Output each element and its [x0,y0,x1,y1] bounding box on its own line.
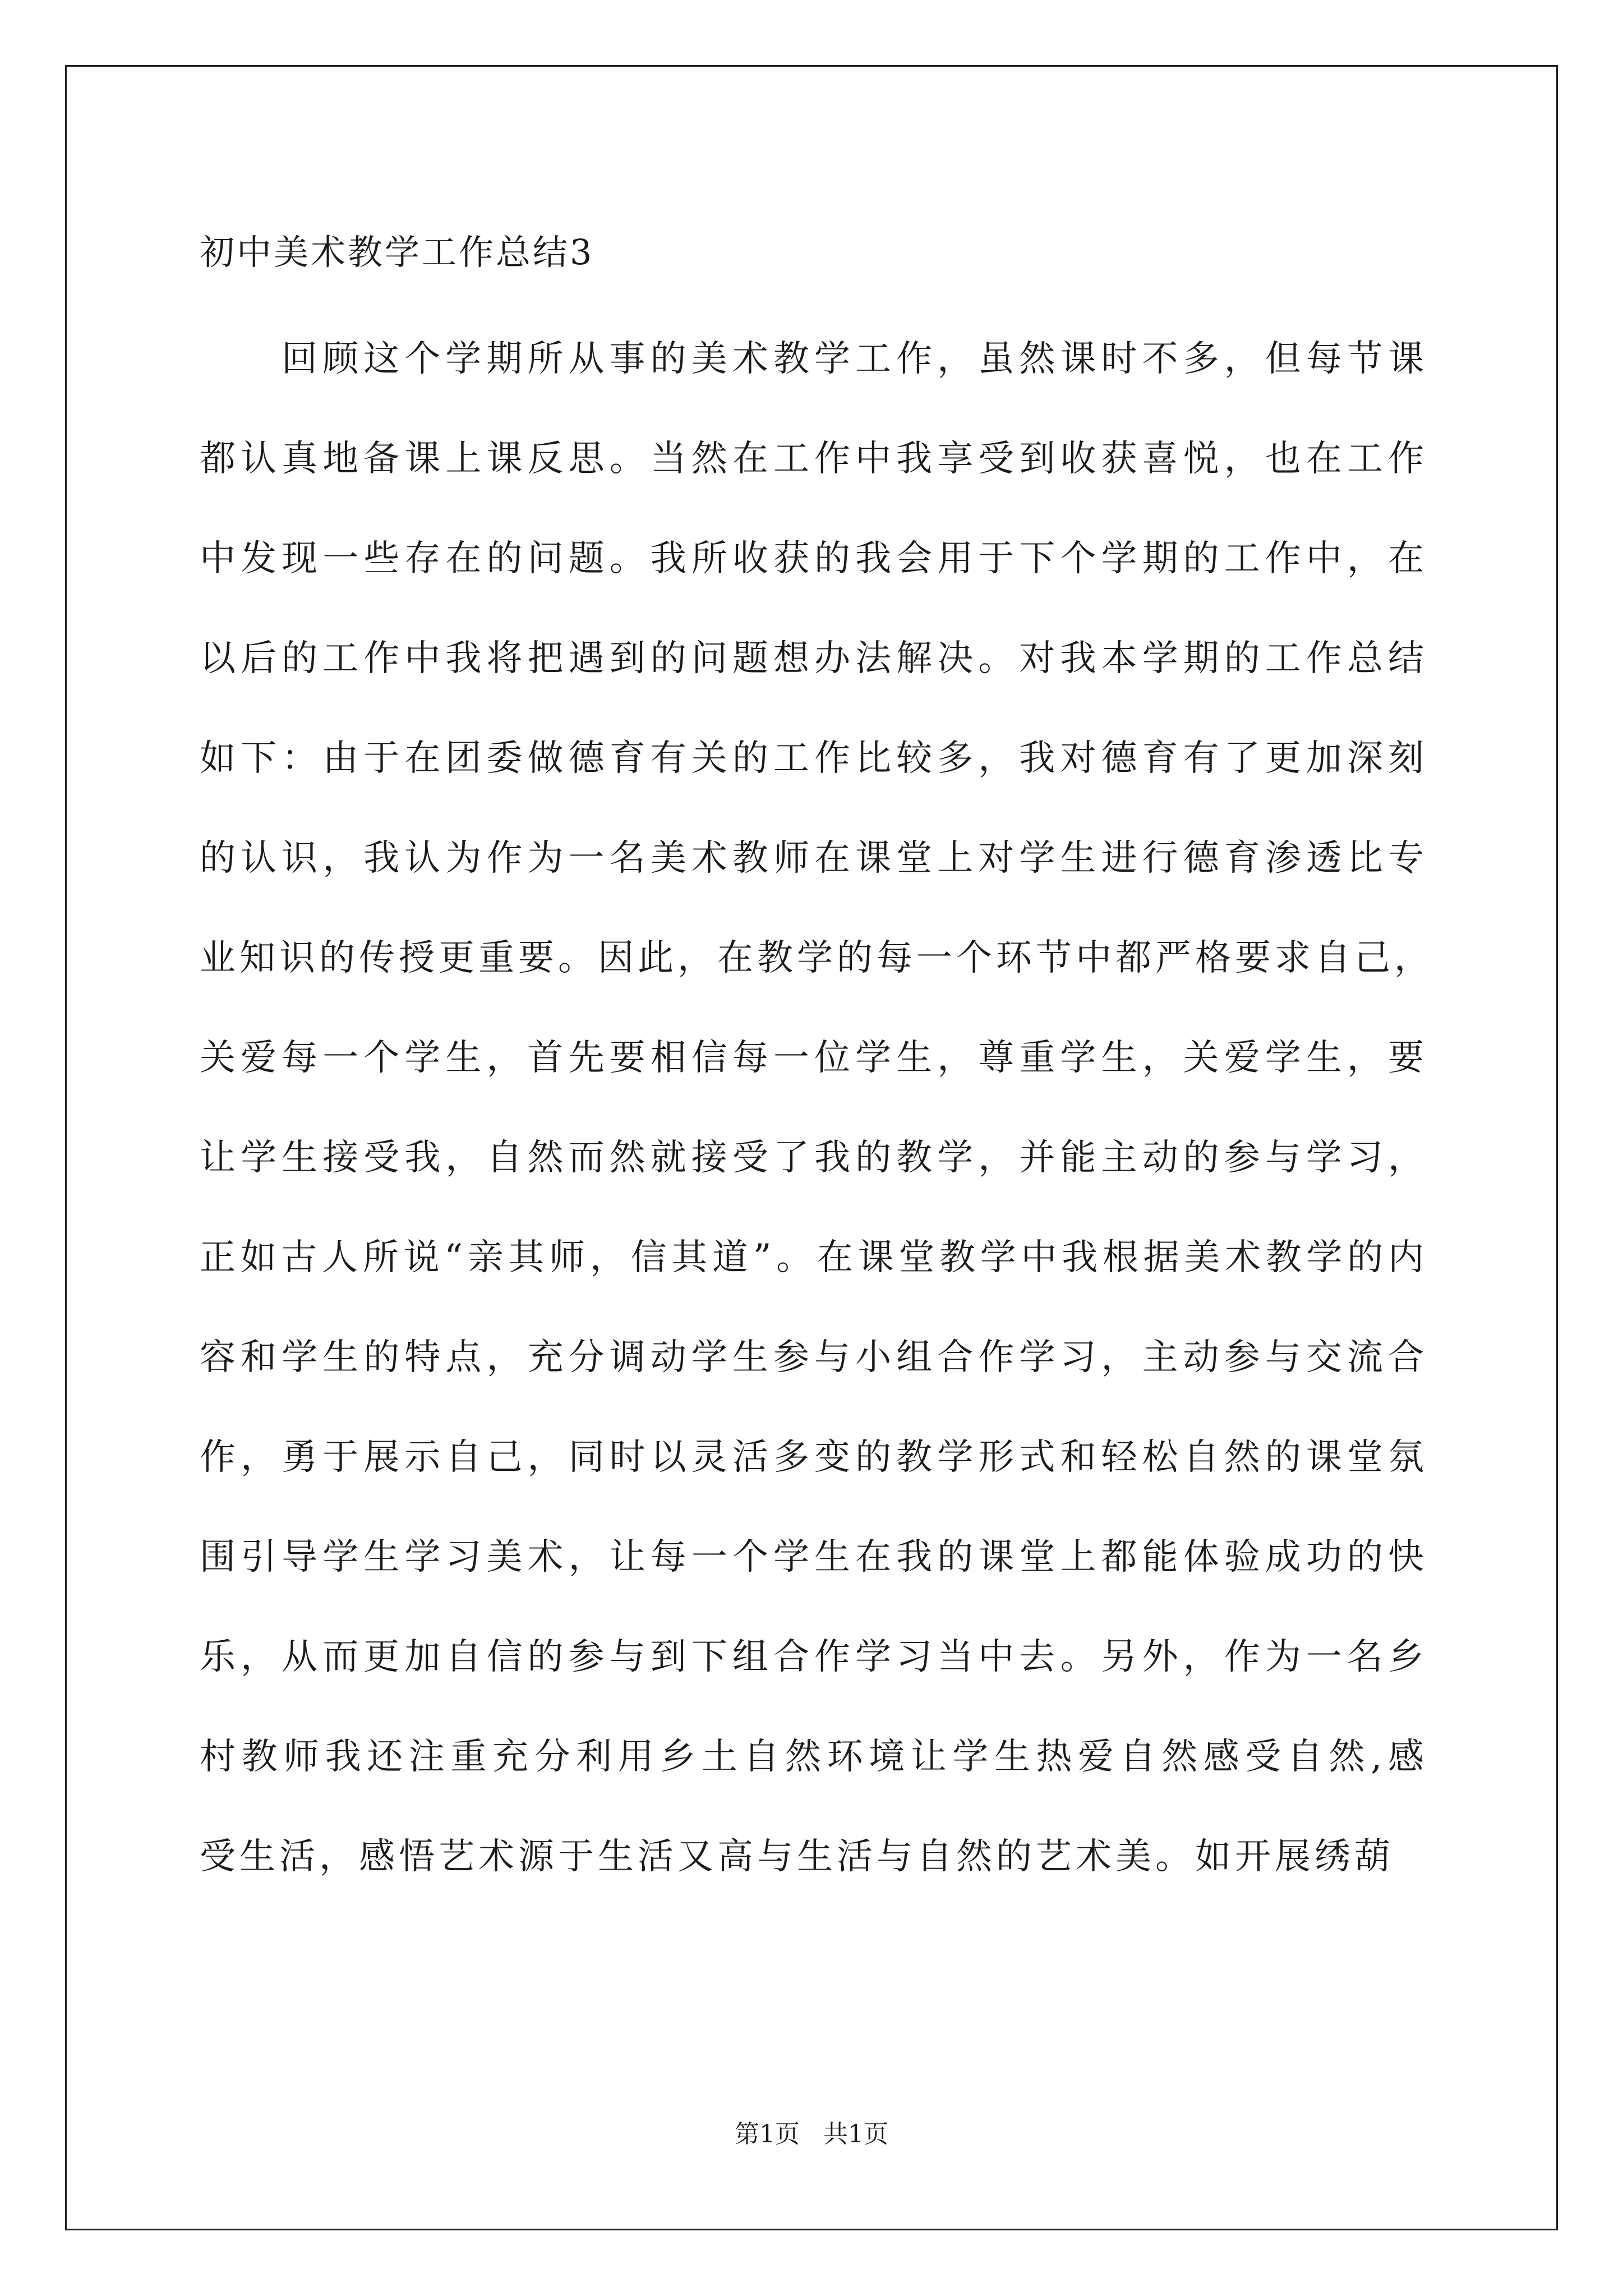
body-line: 回顾这个学期所从事的美术教学工作，虽然课时不多，但每节课 [282,338,1428,380]
body-line: 容和学生的特点，充分调动学生参与小组合作学习，主动参与交流合 [200,1337,1428,1378]
body-line: 以后的工作中我将把遇到的问题想办法解决。对我本学期的工作总结 [200,638,1428,679]
body-line: 都认真地备课上课反思。当然在工作中我享受到收获喜悦，也在工作 [200,438,1428,480]
document-title: 初中美术教学工作总结3 [200,232,594,273]
page-number-footer: 第1页 共1页 [735,2120,888,2148]
document-body [200,334,1434,1931]
body-line: 业知识的传授更重要。因此，在教学的每一个环节中都严格要求自己， [200,937,1434,979]
body-line: 如下：由于在团委做德育有关的工作比较多，我对德育有了更加深刻 [200,738,1428,779]
body-line: 围引导学生学习美术，让每一个学生在我的课堂上都能体验成功的快 [200,1536,1428,1578]
body-line: 正如古人所说“亲其师，信其道”。在课堂教学中我根据美术教学的内 [200,1237,1428,1278]
body-line: 让学生接受我，自然而然就接受了我的教学，并能主动的参与学习， [200,1137,1428,1179]
body-line: 中发现一些存在的问题。我所收获的我会用于下个学期的工作中，在 [200,538,1428,579]
body-line: 村教师我还注重充分利用乡土自然环境让学生热爱自然感受自然,感 [200,1736,1428,1778]
body-line: 关爱每一个学生，首先要相信每一位学生，尊重学生，关爱学生，要 [200,1037,1428,1079]
body-line: 受生活，感悟艺术源于生活又高与生活与自然的艺术美。如开展绣葫 [200,1836,1394,1878]
body-line: 作，勇于展示自己，同时以灵活多变的教学形式和轻松自然的课堂氛 [200,1437,1428,1478]
body-line: 的认识，我认为作为一名美术教师在课堂上对学生进行德育渗透比专 [200,838,1428,879]
body-line: 乐，从而更加自信的参与到下组合作学习当中去。另外，作为一名乡 [200,1636,1428,1678]
